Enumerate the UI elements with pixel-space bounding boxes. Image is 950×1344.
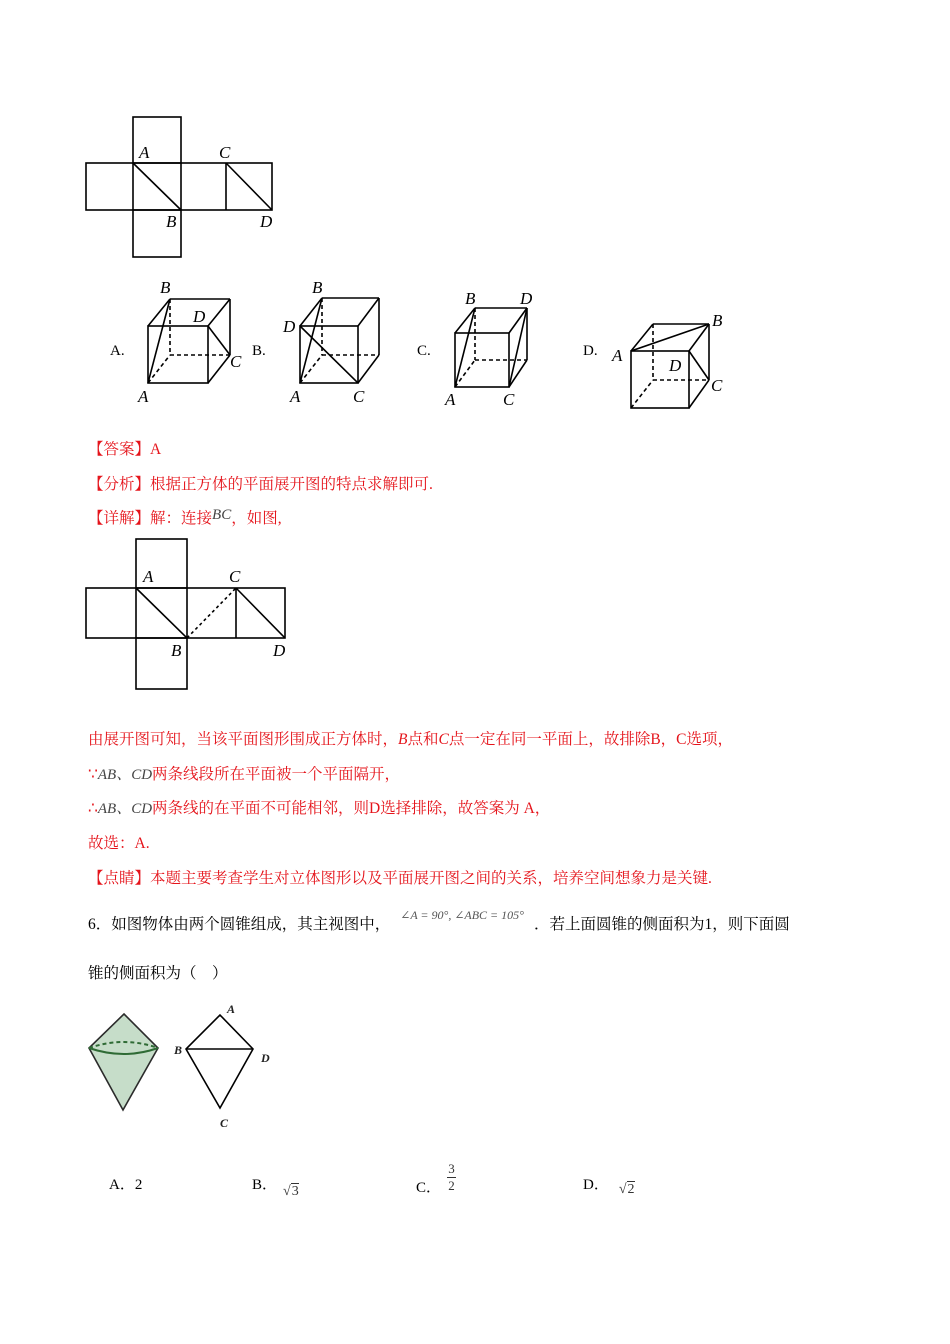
net1-label-b: B [166, 212, 177, 231]
cube-d-label-d: D [669, 356, 682, 375]
option-value: 2 [134, 1177, 143, 1193]
net2-label-c: C [229, 567, 241, 586]
cube-net-figure-2 [86, 539, 285, 689]
cube-b-label-c: C [353, 387, 365, 406]
radicand: 2 [627, 1182, 635, 1197]
because-symbol: ∵ [88, 766, 98, 783]
cube-c-label-a: A [445, 390, 456, 409]
cube-c-label-c: C [503, 390, 515, 409]
explanation-text: 两条线段所在平面被一个平面隔开， [152, 766, 401, 783]
question-6-line-1 [88, 908, 790, 935]
question-6-line-2 [88, 964, 228, 984]
conclusion-text: 故选：A. [88, 835, 150, 852]
denominator: 2 [448, 1178, 455, 1193]
net2-label-b: B [171, 641, 182, 660]
cube-option-a-letter: A. [110, 343, 125, 359]
cone-label-b: B [174, 1043, 183, 1057]
double-cone-figure [89, 1014, 158, 1110]
answer-value: A [150, 441, 162, 458]
point-b: B [398, 731, 408, 748]
sqrt-value: √2 [618, 1182, 635, 1197]
cube-a-label-b: B [160, 278, 171, 297]
segments-math: AB、CD [97, 801, 153, 817]
front-view-figure [186, 1015, 253, 1108]
analysis-line [88, 475, 433, 495]
cube-option-b-letter: B. [252, 343, 266, 359]
explanation-line-4 [88, 834, 150, 854]
question-6-angles: ∠A = 90°, ∠ABC = 105° [400, 908, 524, 922]
answer-line [88, 440, 161, 460]
detail-math: BC [212, 507, 232, 523]
cube-option-c-letter: C. [417, 343, 431, 359]
cube-d-label-a: A [612, 346, 623, 365]
explanation-text: 点一定在同一平面上，故排除B，C选项， [448, 731, 734, 748]
detail-suffix: ，如图, [231, 510, 282, 527]
explanation-line-2 [88, 765, 400, 785]
therefore-symbol: ∴ [88, 800, 98, 817]
q6-option-c[interactable] [416, 1161, 456, 1196]
detail-prefix: 解：连接 [150, 510, 213, 527]
answer-tag: 【答案】 [88, 441, 151, 458]
analysis-tag: 【分析】 [88, 476, 151, 493]
option-letter: A． [109, 1177, 135, 1193]
question-6-text: ．若上面圆锥的侧面积为1，则下面圆 [533, 916, 790, 933]
explanation-text: 两条线的在平面不可能相邻，则D选择排除，故答案为 A， [152, 800, 551, 817]
cube-c-label-d: D [520, 289, 533, 308]
cube-a-label-c: C [230, 352, 242, 371]
net2-label-d: D [273, 641, 286, 660]
comment-tag: 【点睛】 [88, 870, 151, 887]
net1-label-a: A [139, 143, 150, 162]
detail-line [88, 509, 282, 529]
net1-label-c: C [219, 143, 231, 162]
fraction-value [447, 1162, 456, 1193]
cube-option-d-figure [631, 324, 709, 408]
cube-option-d-letter: D. [583, 343, 598, 359]
cube-b-label-d: D [283, 317, 296, 336]
question-6-text: 6．如图物体由两个圆锥组成，其主视图中， [88, 916, 391, 933]
cube-option-a-figure [148, 299, 230, 383]
cone-label-c: C [220, 1116, 229, 1130]
cube-d-label-c: C [711, 376, 723, 395]
detail-tag: 【详解】 [88, 510, 151, 527]
cube-b-label-b: B [312, 278, 323, 297]
explanation-line-3 [88, 799, 550, 819]
radicand: 3 [291, 1184, 299, 1199]
option-letter: D． [583, 1177, 609, 1193]
analysis-text: 根据正方体的平面展开图的特点求解即可. [150, 476, 433, 493]
question-6-text: 锥的侧面积为（ ） [88, 965, 228, 982]
cone-label-a: A [227, 1002, 236, 1016]
segments-math: AB、CD [97, 767, 153, 783]
cube-option-c-figure [455, 308, 527, 387]
net1-label-d: D [260, 212, 273, 231]
q6-option-a[interactable] [109, 1173, 142, 1194]
numerator: 3 [448, 1161, 455, 1176]
cube-c-label-b: B [465, 289, 476, 308]
explanation-line-1 [88, 730, 733, 750]
comment-line [88, 869, 712, 889]
q6-option-d[interactable] [583, 1173, 635, 1197]
explanation-text: 点和 [407, 731, 439, 748]
q6-option-b[interactable] [252, 1173, 299, 1199]
comment-text: 本题主要考查学生对立体图形以及平面展开图之间的关系，培养空间想象力是关键. [150, 870, 712, 887]
option-letter: B． [252, 1177, 278, 1193]
cube-a-label-d: D [193, 307, 206, 326]
option-letter: C． [416, 1179, 442, 1196]
cube-a-label-a: A [138, 387, 149, 406]
explanation-text: 由展开图可知，当该平面图形围成正方体时， [88, 731, 399, 748]
net2-label-a: A [143, 567, 154, 586]
cube-option-b-figure [300, 298, 379, 383]
cube-b-label-a: A [290, 387, 301, 406]
cube-d-label-b: B [712, 311, 723, 330]
cone-label-d: D [261, 1051, 270, 1065]
sqrt-value: √3 [283, 1184, 299, 1199]
point-c: C [438, 731, 449, 748]
